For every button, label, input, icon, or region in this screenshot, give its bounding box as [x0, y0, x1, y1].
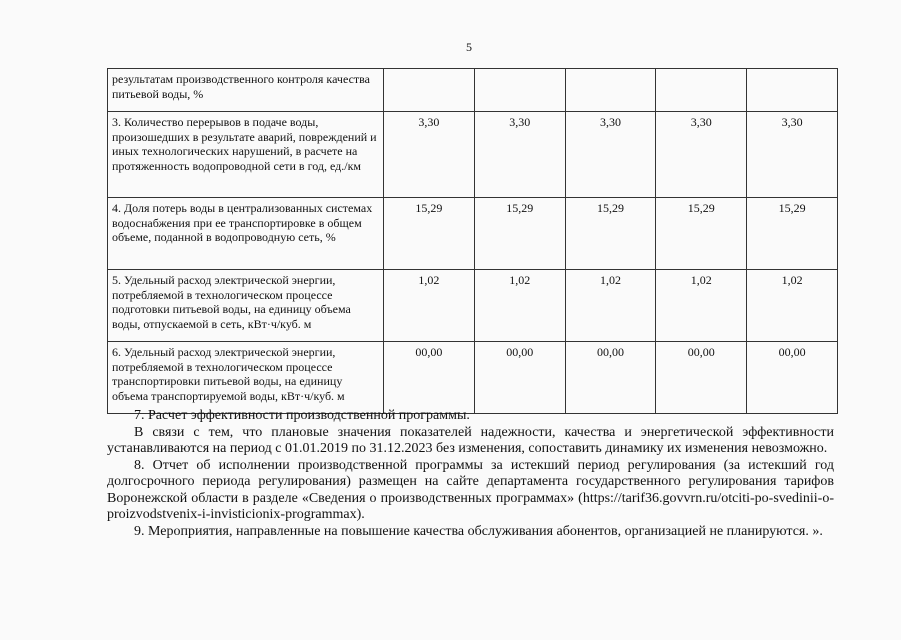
- indicator-value: [747, 69, 838, 112]
- indicator-name: 6. Удельный расход электрической энергии, потребляемой в технологическом процессе транспортировки питьевой воды, на единицу объема транспортируемой воды, кВт·ч/куб. м: [108, 342, 384, 414]
- indicator-value: 1,02: [474, 270, 565, 342]
- indicator-name: результатам производственного контроля качества питьевой воды, %: [108, 69, 384, 112]
- indicator-value: 3,30: [747, 112, 838, 198]
- table-row: [108, 342, 838, 414]
- body-text: [107, 408, 834, 540]
- indicator-name: 3. Количество перерывов в подаче воды, произошедших в результате аварий, повреждений и иных технологических нарушений, в расчете на протяженность водопроводной сети в год, ед./км: [108, 112, 384, 198]
- indicator-value: 00,00: [747, 342, 838, 414]
- indicator-value: 15,29: [656, 198, 747, 270]
- page-number: 5: [466, 40, 472, 54]
- indicator-value: 1,02: [384, 270, 475, 342]
- indicator-value: [384, 69, 475, 112]
- table-row: [108, 69, 838, 112]
- indicator-value: 00,00: [384, 342, 475, 414]
- indicator-value: 15,29: [474, 198, 565, 270]
- indicator-value: [656, 69, 747, 112]
- indicator-value: 1,02: [747, 270, 838, 342]
- indicator-value: 00,00: [656, 342, 747, 414]
- indicator-name: 4. Доля потерь воды в централизованных системах водоснабжения при ее транспортировке в общем объеме, поданной в водопроводную сеть, %: [108, 198, 384, 270]
- table-row: [108, 112, 838, 198]
- indicator-value: [565, 69, 656, 112]
- paragraph-7-body: В связи с тем, что плановые значения показателей надежности, качества и энергетической эффективности устанавливаются на период с 01.01.2019 по 31.12.2023 без изменения, сопоставить динамику их изменения невозможно.: [107, 424, 834, 456]
- indicator-value: 3,30: [565, 112, 656, 198]
- indicator-value: 3,30: [656, 112, 747, 198]
- table-row: [108, 198, 838, 270]
- indicator-value: 15,29: [565, 198, 656, 270]
- indicator-value: 15,29: [747, 198, 838, 270]
- indicator-name: 5. Удельный расход электрической энергии, потребляемой в технологическом процессе подготовки питьевой воды, на единицу объема воды, отпускаемой в сеть, кВт·ч/куб. м: [108, 270, 384, 342]
- paragraph-9: 9. Мероприятия, направленные на повышение качества обслуживания абонентов, организацией не планируются. ».: [134, 523, 823, 539]
- indicator-value: 00,00: [565, 342, 656, 414]
- table-row: [108, 270, 838, 342]
- indicator-value: 3,30: [384, 112, 475, 198]
- paragraph-7: 7. Расчет эффективности производственной программы.: [134, 408, 470, 423]
- indicator-value: [474, 69, 565, 112]
- indicator-value: 3,30: [474, 112, 565, 198]
- indicator-value: 1,02: [656, 270, 747, 342]
- indicators-table: [107, 68, 838, 414]
- paragraph-8: 8. Отчет об исполнении производственной программы за истекший период регулирования (за истекший год долгосрочного периода регулирования) размещен на сайте департамента государственного регулирования тарифов Воронежской области в разделе «Сведения о производственных программах» (https://tarif36.govvrn.ru/otcitі-po-svedinii-o-proizvodstvenix-i-invisticionix-programmax).: [107, 457, 834, 522]
- indicator-value: 00,00: [474, 342, 565, 414]
- indicator-value: 1,02: [565, 270, 656, 342]
- indicator-value: 15,29: [384, 198, 475, 270]
